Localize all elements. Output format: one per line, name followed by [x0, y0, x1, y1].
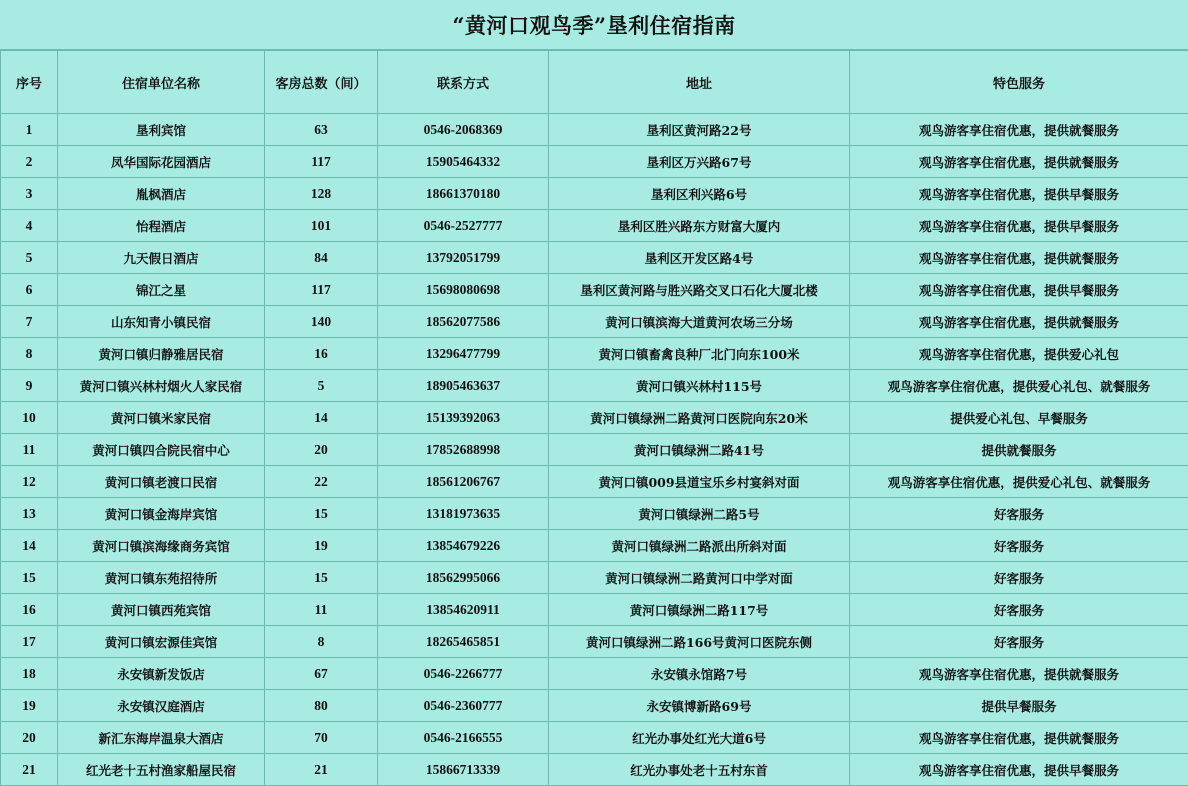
- cell-services[interactable]: 观鸟游客享住宿优惠，提供就餐服务: [850, 114, 1188, 146]
- table-row: [1, 530, 1188, 562]
- cell-address[interactable]: 垦利区黄河路与胜兴路交叉口石化大厦北楼: [549, 274, 850, 306]
- cell-address[interactable]: 垦利区黄河路22号: [549, 114, 850, 146]
- cell-rooms[interactable]: 16: [265, 338, 378, 370]
- cell-name[interactable]: 黄河口镇归静雅居民宿: [58, 338, 265, 370]
- cell-index[interactable]: 11: [1, 434, 58, 466]
- cell-index[interactable]: 17: [1, 626, 58, 658]
- cell-contact[interactable]: 18905463637: [378, 370, 549, 402]
- cell-address[interactable]: 黄河口镇绿洲二路117号: [549, 594, 850, 626]
- cell-index[interactable]: 13: [1, 498, 58, 530]
- cell-address[interactable]: 黄河口镇兴林村115号: [549, 370, 850, 402]
- cell-address[interactable]: 永安镇永馆路7号: [549, 658, 850, 690]
- cell-address[interactable]: 黄河口镇畜禽良种厂北门向东100米: [549, 338, 850, 370]
- cell-rooms[interactable]: 63: [265, 114, 378, 146]
- cell-index[interactable]: 8: [1, 338, 58, 370]
- cell-address[interactable]: 黄河口镇009县道宝乐乡村宴斜对面: [549, 466, 850, 498]
- cell-contact[interactable]: 13854679226: [378, 530, 549, 562]
- cell-services[interactable]: 观鸟游客享住宿优惠，提供早餐服务: [850, 210, 1188, 242]
- cell-index[interactable]: 6: [1, 274, 58, 306]
- cell-services[interactable]: 观鸟游客享住宿优惠，提供早餐服务: [850, 754, 1188, 786]
- cell-rooms[interactable]: 67: [265, 658, 378, 690]
- cell-services[interactable]: 观鸟游客享住宿优惠，提供就餐服务: [850, 146, 1188, 178]
- table-row: [1, 402, 1188, 434]
- table-row: [1, 434, 1188, 466]
- cell-name[interactable]: 黄河口镇米家民宿: [58, 402, 265, 434]
- cell-index[interactable]: 10: [1, 402, 58, 434]
- table-row: [1, 690, 1188, 722]
- cell-address[interactable]: 黄河口镇绿洲二路派出所斜对面: [549, 530, 850, 562]
- cell-rooms[interactable]: 15: [265, 562, 378, 594]
- cell-rooms[interactable]: 80: [265, 690, 378, 722]
- cell-contact[interactable]: 15698080698: [378, 274, 549, 306]
- table-row: [1, 594, 1188, 626]
- table-row: [1, 370, 1188, 402]
- cell-contact[interactable]: 15139392063: [378, 402, 549, 434]
- cell-name[interactable]: 九天假日酒店: [58, 242, 265, 274]
- cell-rooms[interactable]: 117: [265, 274, 378, 306]
- cell-index[interactable]: 15: [1, 562, 58, 594]
- table-row: [1, 274, 1188, 306]
- cell-index[interactable]: 3: [1, 178, 58, 210]
- cell-contact[interactable]: 18661370180: [378, 178, 549, 210]
- cell-address[interactable]: 黄河口镇绿洲二路5号: [549, 498, 850, 530]
- cell-name[interactable]: 黄河口镇西苑宾馆: [58, 594, 265, 626]
- cell-rooms[interactable]: 8: [265, 626, 378, 658]
- cell-contact[interactable]: 0546-2360777: [378, 690, 549, 722]
- table-row: [1, 562, 1188, 594]
- cell-name[interactable]: 新汇东海岸温泉大酒店: [58, 722, 265, 754]
- cell-name[interactable]: 黄河口镇兴林村烟火人家民宿: [58, 370, 265, 402]
- cell-contact[interactable]: 18265465851: [378, 626, 549, 658]
- cell-index[interactable]: 1: [1, 114, 58, 146]
- cell-rooms[interactable]: 128: [265, 178, 378, 210]
- cell-name[interactable]: 黄河口镇滨海缘商务宾馆: [58, 530, 265, 562]
- table-row: [1, 178, 1188, 210]
- cell-rooms[interactable]: 20: [265, 434, 378, 466]
- cell-services[interactable]: 观鸟游客享住宿优惠，提供就餐服务: [850, 722, 1188, 754]
- cell-rooms[interactable]: 84: [265, 242, 378, 274]
- cell-contact[interactable]: 15866713339: [378, 754, 549, 786]
- cell-name[interactable]: 黄河口镇东苑招待所: [58, 562, 265, 594]
- table-row: [1, 658, 1188, 690]
- cell-rooms[interactable]: 15: [265, 498, 378, 530]
- cell-services[interactable]: 好客服务: [850, 562, 1188, 594]
- cell-services[interactable]: 观鸟游客享住宿优惠，提供早餐服务: [850, 178, 1188, 210]
- table-row: [1, 114, 1188, 146]
- cell-services[interactable]: 提供爱心礼包、早餐服务: [850, 402, 1188, 434]
- cell-index[interactable]: 16: [1, 594, 58, 626]
- cell-address[interactable]: 垦利区胜兴路东方财富大厦内: [549, 210, 850, 242]
- cell-rooms[interactable]: 14: [265, 402, 378, 434]
- cell-contact[interactable]: 0546-2266777: [378, 658, 549, 690]
- cell-contact[interactable]: 18561206767: [378, 466, 549, 498]
- cell-address[interactable]: 永安镇博新路69号: [549, 690, 850, 722]
- cell-services[interactable]: 观鸟游客享住宿优惠，提供就餐服务: [850, 242, 1188, 274]
- column-header-contact[interactable]: 联系方式: [378, 51, 549, 114]
- page-title: “黄河口观鸟季”垦利住宿指南: [0, 0, 1188, 50]
- cell-services[interactable]: 观鸟游客享住宿优惠，提供爱心礼包、就餐服务: [850, 466, 1188, 498]
- cell-index[interactable]: 19: [1, 690, 58, 722]
- cell-contact[interactable]: 13296477799: [378, 338, 549, 370]
- column-header-name[interactable]: 住宿单位名称: [58, 51, 265, 114]
- cell-contact[interactable]: 15905464332: [378, 146, 549, 178]
- cell-name[interactable]: 永安镇汉庭酒店: [58, 690, 265, 722]
- cell-rooms[interactable]: 5: [265, 370, 378, 402]
- table-row: [1, 498, 1188, 530]
- cell-contact[interactable]: 13181973635: [378, 498, 549, 530]
- cell-rooms[interactable]: 140: [265, 306, 378, 338]
- table-row: [1, 466, 1188, 498]
- cell-rooms[interactable]: 70: [265, 722, 378, 754]
- cell-name[interactable]: 山东知青小镇民宿: [58, 306, 265, 338]
- cell-rooms[interactable]: 101: [265, 210, 378, 242]
- cell-rooms[interactable]: 19: [265, 530, 378, 562]
- table-row: [1, 306, 1188, 338]
- cell-address[interactable]: 垦利区利兴路6号: [549, 178, 850, 210]
- cell-contact[interactable]: 0546-2527777: [378, 210, 549, 242]
- cell-name[interactable]: 黄河口镇老渡口民宿: [58, 466, 265, 498]
- cell-rooms[interactable]: 11: [265, 594, 378, 626]
- cell-services[interactable]: 观鸟游客享住宿优惠，提供爱心礼包: [850, 338, 1188, 370]
- table-row: [1, 338, 1188, 370]
- cell-index[interactable]: 14: [1, 530, 58, 562]
- table-row: [1, 754, 1188, 786]
- cell-contact[interactable]: 18562995066: [378, 562, 549, 594]
- cell-contact[interactable]: 13792051799: [378, 242, 549, 274]
- column-header-rooms[interactable]: 客房总数（间）: [265, 51, 378, 114]
- cell-index[interactable]: 9: [1, 370, 58, 402]
- cell-index[interactable]: 2: [1, 146, 58, 178]
- cell-index[interactable]: 7: [1, 306, 58, 338]
- cell-address[interactable]: 黄河口镇滨海大道黄河农场三分场: [549, 306, 850, 338]
- cell-address[interactable]: 垦利区万兴路67号: [549, 146, 850, 178]
- cell-services[interactable]: 提供就餐服务: [850, 434, 1188, 466]
- cell-rooms[interactable]: 22: [265, 466, 378, 498]
- cell-index[interactable]: 18: [1, 658, 58, 690]
- table-row: [1, 242, 1188, 274]
- cell-services[interactable]: 好客服务: [850, 626, 1188, 658]
- cell-index[interactable]: 4: [1, 210, 58, 242]
- cell-address[interactable]: 垦利区开发区路4号: [549, 242, 850, 274]
- cell-index[interactable]: 5: [1, 242, 58, 274]
- table-row: [1, 722, 1188, 754]
- cell-contact[interactable]: 0546-2166555: [378, 722, 549, 754]
- cell-services[interactable]: 提供早餐服务: [850, 690, 1188, 722]
- cell-services[interactable]: 好客服务: [850, 594, 1188, 626]
- cell-contact[interactable]: 17852688998: [378, 434, 549, 466]
- cell-name[interactable]: 红光老十五村渔家船屋民宿: [58, 754, 265, 786]
- cell-index[interactable]: 12: [1, 466, 58, 498]
- cell-name[interactable]: 怡程酒店: [58, 210, 265, 242]
- cell-services[interactable]: 观鸟游客享住宿优惠，提供就餐服务: [850, 306, 1188, 338]
- cell-rooms[interactable]: 117: [265, 146, 378, 178]
- cell-name[interactable]: 黄河口镇金海岸宾馆: [58, 498, 265, 530]
- cell-address[interactable]: 黄河口镇绿洲二路黄河口医院向东20米: [549, 402, 850, 434]
- cell-name[interactable]: 凤华国际花园酒店: [58, 146, 265, 178]
- cell-address[interactable]: 黄河口镇绿洲二路41号: [549, 434, 850, 466]
- table-row: [1, 626, 1188, 658]
- cell-contact[interactable]: 13854620911: [378, 594, 549, 626]
- cell-index[interactable]: 21: [1, 754, 58, 786]
- column-header-address[interactable]: 地址: [549, 51, 850, 114]
- lodging-table: [0, 50, 1188, 786]
- table-row: [1, 210, 1188, 242]
- table-row: [1, 146, 1188, 178]
- cell-services[interactable]: 好客服务: [850, 530, 1188, 562]
- cell-name[interactable]: 胤枫酒店: [58, 178, 265, 210]
- cell-services[interactable]: 观鸟游客享住宿优惠，提供就餐服务: [850, 658, 1188, 690]
- cell-name[interactable]: 黄河口镇宏源佳宾馆: [58, 626, 265, 658]
- cell-name[interactable]: 黄河口镇四合院民宿中心: [58, 434, 265, 466]
- cell-rooms[interactable]: 21: [265, 754, 378, 786]
- cell-services[interactable]: 观鸟游客享住宿优惠，提供早餐服务: [850, 274, 1188, 306]
- table-body: [1, 114, 1188, 786]
- cell-address[interactable]: 红光办事处老十五村东首: [549, 754, 850, 786]
- cell-index[interactable]: 20: [1, 722, 58, 754]
- cell-address[interactable]: 黄河口镇绿洲二路黄河口中学对面: [549, 562, 850, 594]
- cell-address[interactable]: 红光办事处红光大道6号: [549, 722, 850, 754]
- column-header-index[interactable]: 序号: [1, 51, 58, 114]
- cell-address[interactable]: 黄河口镇绿洲二路166号黄河口医院东侧: [549, 626, 850, 658]
- cell-services[interactable]: 好客服务: [850, 498, 1188, 530]
- cell-contact[interactable]: 18562077586: [378, 306, 549, 338]
- cell-name[interactable]: 垦利宾馆: [58, 114, 265, 146]
- cell-name[interactable]: 永安镇新发饭店: [58, 658, 265, 690]
- cell-name[interactable]: 锦江之星: [58, 274, 265, 306]
- column-header-services[interactable]: 特色服务: [850, 51, 1188, 114]
- header-row: [1, 51, 1188, 114]
- cell-services[interactable]: 观鸟游客享住宿优惠，提供爱心礼包、就餐服务: [850, 370, 1188, 402]
- cell-contact[interactable]: 0546-2068369: [378, 114, 549, 146]
